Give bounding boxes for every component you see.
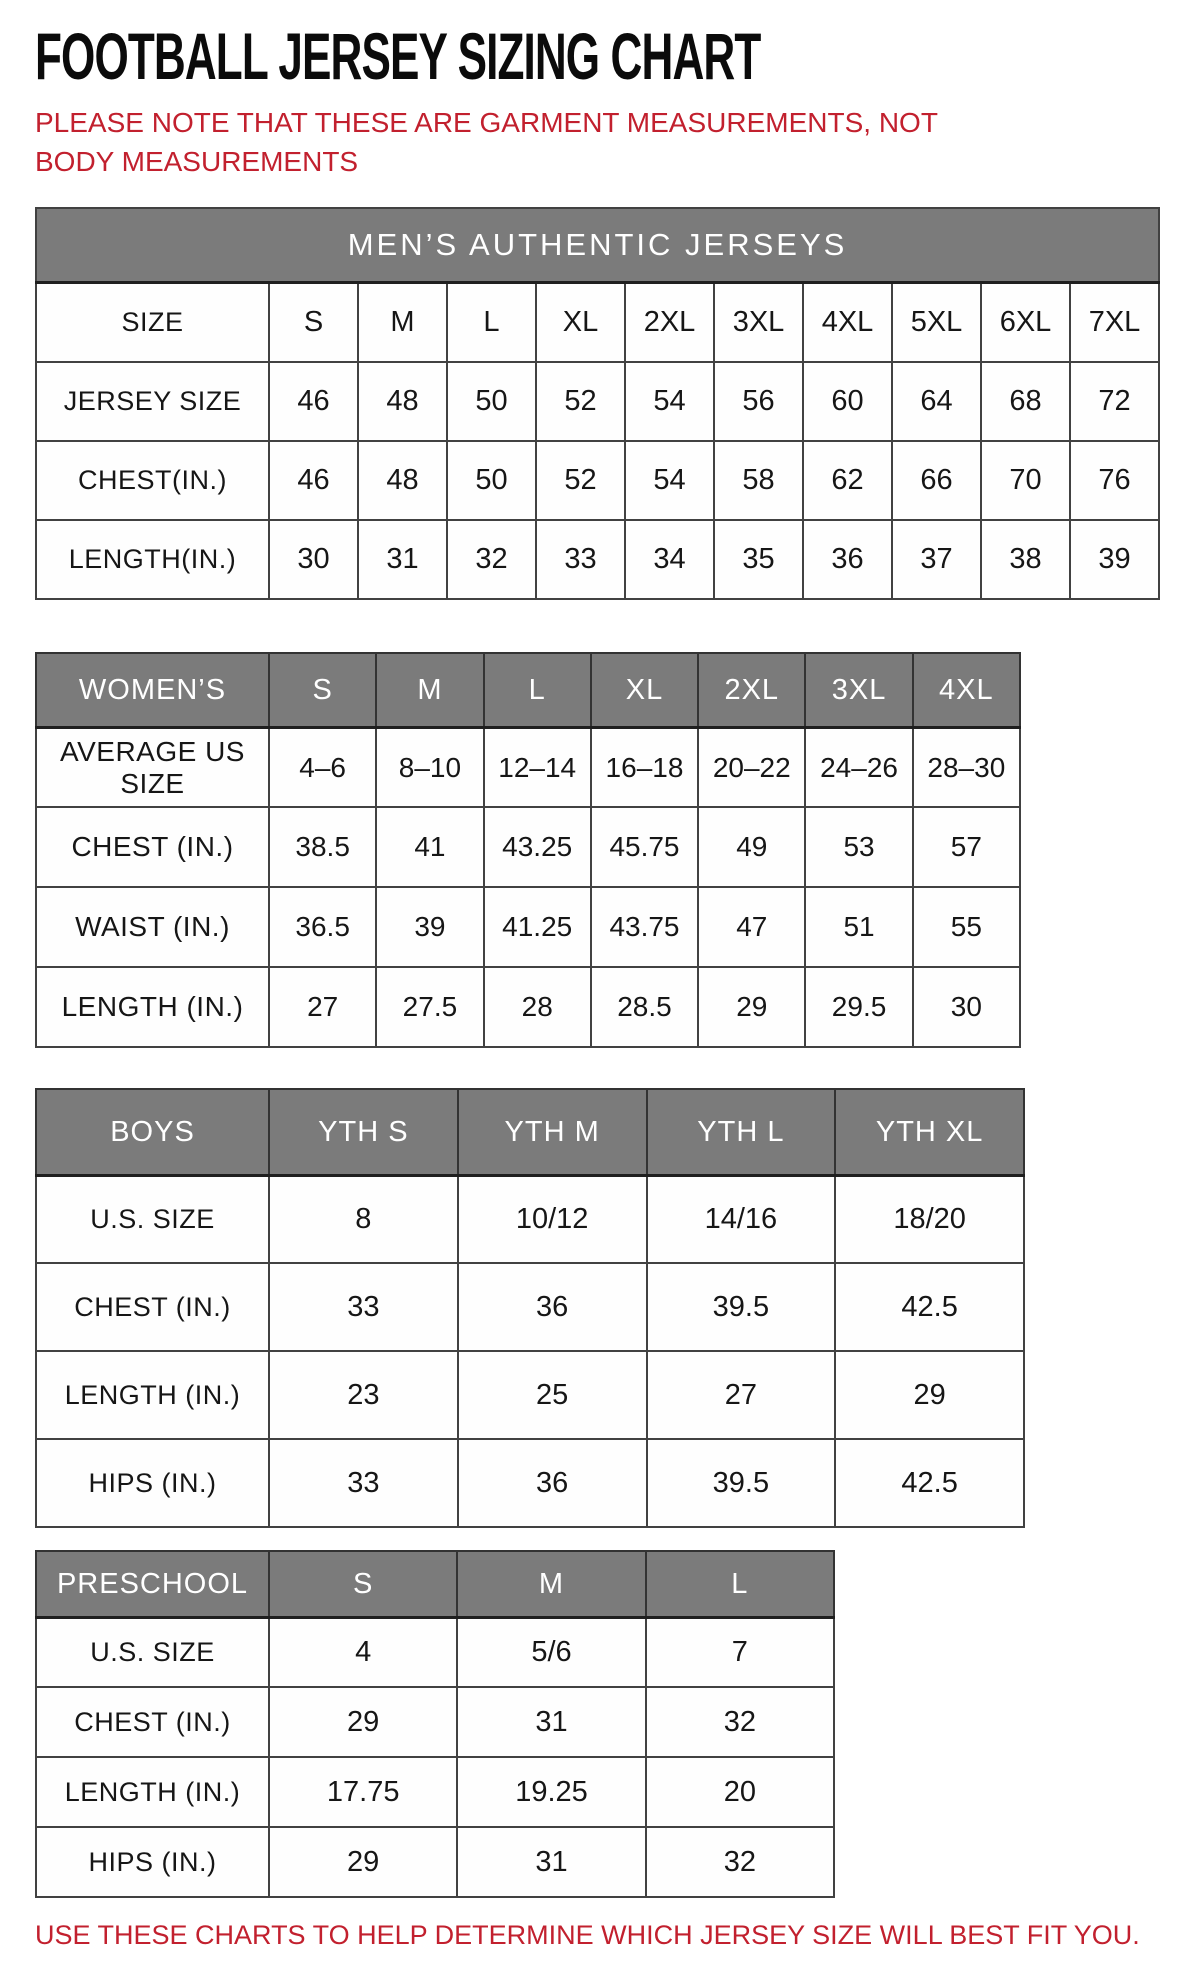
womens-cell-3-4: 29 (698, 967, 805, 1047)
preschool-cell-1-0: 29 (269, 1687, 457, 1757)
mens-cell-1-3: 52 (536, 441, 625, 520)
womens-cell-2-5: 51 (805, 887, 912, 967)
womens-cell-1-0: 38.5 (269, 807, 376, 887)
boys-cell-1-1: 36 (458, 1263, 647, 1351)
mens-cell-2-3: 33 (536, 520, 625, 599)
womens-col-header-3: XL (591, 653, 698, 727)
mens-cell-1-6: 62 (803, 441, 892, 520)
womens-cell-2-2: 41.25 (484, 887, 591, 967)
mens-cell-2-6: 36 (803, 520, 892, 599)
womens-cell-1-1: 41 (376, 807, 483, 887)
boys-cell-1-0: 33 (269, 1263, 458, 1351)
mens-header-label: SIZE (36, 282, 269, 362)
womens-cell-3-1: 27.5 (376, 967, 483, 1047)
womens-row-label-0: AVERAGE US SIZE (36, 727, 269, 807)
mens-cell-0-7: 64 (892, 362, 981, 441)
womens-col-header-5: 3XL (805, 653, 912, 727)
mens-cell-0-6: 60 (803, 362, 892, 441)
preschool-cell-3-2: 32 (646, 1827, 834, 1897)
boys-section (35, 1088, 1200, 1528)
womens-cell-3-5: 29.5 (805, 967, 912, 1047)
boys-col-header-1: YTH M (458, 1089, 647, 1175)
mens-data-row-0 (36, 362, 1159, 441)
womens-cell-1-4: 49 (698, 807, 805, 887)
mens-cell-2-5: 35 (714, 520, 803, 599)
womens-col-header-6: 4XL (913, 653, 1020, 727)
womens-cell-3-2: 28 (484, 967, 591, 1047)
boys-data-row-3 (36, 1439, 1024, 1527)
womens-col-header-1: M (376, 653, 483, 727)
womens-cell-1-6: 57 (913, 807, 1020, 887)
preschool-header-row (36, 1551, 834, 1617)
womens-cell-0-1: 8–10 (376, 727, 483, 807)
mens-col-header-3: XL (536, 282, 625, 362)
boys-row-label-2: LENGTH (IN.) (36, 1351, 269, 1439)
mens-cell-2-1: 31 (358, 520, 447, 599)
mens-row-label-1: CHEST(IN.) (36, 441, 269, 520)
fit-advice-footer: USE THESE CHARTS TO HELP DETERMINE WHICH JERSEY SIZE WILL BEST FIT YOU. (35, 1920, 1140, 1951)
womens-cell-0-4: 20–22 (698, 727, 805, 807)
mens-banner: MEN’S AUTHENTIC JERSEYS (36, 208, 1159, 282)
womens-cell-3-6: 30 (913, 967, 1020, 1047)
mens-col-header-9: 7XL (1070, 282, 1159, 362)
preschool-cell-1-2: 32 (646, 1687, 834, 1757)
womens-cell-2-0: 36.5 (269, 887, 376, 967)
mens-cell-1-8: 70 (981, 441, 1070, 520)
mens-col-header-1: M (358, 282, 447, 362)
mens-cell-2-8: 38 (981, 520, 1070, 599)
mens-cell-1-9: 76 (1070, 441, 1159, 520)
mens-data-row-2 (36, 520, 1159, 599)
womens-cell-1-3: 45.75 (591, 807, 698, 887)
womens-cell-0-5: 24–26 (805, 727, 912, 807)
preschool-row-label-2: LENGTH (IN.) (36, 1757, 269, 1827)
mens-section (35, 207, 1200, 600)
womens-cell-3-0: 27 (269, 967, 376, 1047)
mens-cell-1-1: 48 (358, 441, 447, 520)
womens-cell-2-3: 43.75 (591, 887, 698, 967)
preschool-header-label: PRESCHOOL (36, 1551, 269, 1617)
mens-cell-1-0: 46 (269, 441, 358, 520)
womens-cell-3-3: 28.5 (591, 967, 698, 1047)
mens-col-header-0: S (269, 282, 358, 362)
mens-cell-2-2: 32 (447, 520, 536, 599)
boys-cell-1-2: 39.5 (647, 1263, 836, 1351)
womens-cell-2-6: 55 (913, 887, 1020, 967)
preschool-col-header-2: L (646, 1551, 834, 1617)
preschool-data-row-3 (36, 1827, 834, 1897)
preschool-data-row-0 (36, 1617, 834, 1687)
womens-cell-1-2: 43.25 (484, 807, 591, 887)
mens-col-header-5: 3XL (714, 282, 803, 362)
womens-row-label-2: WAIST (IN.) (36, 887, 269, 967)
mens-cell-2-0: 30 (269, 520, 358, 599)
preschool-cell-3-1: 31 (457, 1827, 645, 1897)
womens-row-label-1: CHEST (IN.) (36, 807, 269, 887)
mens-row-label-0: JERSEY SIZE (36, 362, 269, 441)
womens-col-header-2: L (484, 653, 591, 727)
boys-col-header-2: YTH L (647, 1089, 836, 1175)
womens-cell-1-5: 53 (805, 807, 912, 887)
boys-cell-0-3: 18/20 (835, 1175, 1024, 1263)
womens-cell-0-3: 16–18 (591, 727, 698, 807)
preschool-cell-3-0: 29 (269, 1827, 457, 1897)
preschool-cell-2-1: 19.25 (457, 1757, 645, 1827)
mens-cell-0-4: 54 (625, 362, 714, 441)
boys-table (35, 1088, 1025, 1528)
womens-col-header-4: 2XL (698, 653, 805, 727)
boys-cell-2-3: 29 (835, 1351, 1024, 1439)
womens-data-row-3 (36, 967, 1020, 1047)
womens-data-row-1 (36, 807, 1020, 887)
preschool-col-header-0: S (269, 1551, 457, 1617)
mens-cell-0-1: 48 (358, 362, 447, 441)
womens-header-label: WOMEN’S (36, 653, 269, 727)
preschool-data-row-2 (36, 1757, 834, 1827)
mens-header-row (36, 282, 1159, 362)
womens-header-row (36, 653, 1020, 727)
page-title-text: FOOTBALL JERSEY SIZING CHART (35, 21, 761, 94)
preschool-table (35, 1550, 835, 1898)
boys-header-row (36, 1089, 1024, 1175)
boys-cell-0-0: 8 (269, 1175, 458, 1263)
womens-data-row-2 (36, 887, 1020, 967)
preschool-section (35, 1550, 1200, 1898)
boys-cell-2-1: 25 (458, 1351, 647, 1439)
mens-cell-1-7: 66 (892, 441, 981, 520)
mens-cell-2-4: 34 (625, 520, 714, 599)
mens-cell-1-5: 58 (714, 441, 803, 520)
boys-header-label: BOYS (36, 1089, 269, 1175)
mens-cell-0-3: 52 (536, 362, 625, 441)
mens-cell-0-5: 56 (714, 362, 803, 441)
womens-data-row-0 (36, 727, 1020, 807)
mens-col-header-8: 6XL (981, 282, 1070, 362)
mens-cell-0-9: 72 (1070, 362, 1159, 441)
preschool-cell-2-2: 20 (646, 1757, 834, 1827)
womens-table (35, 652, 1021, 1048)
mens-cell-1-4: 54 (625, 441, 714, 520)
womens-section (35, 652, 1200, 1048)
mens-cell-0-0: 46 (269, 362, 358, 441)
boys-cell-0-1: 10/12 (458, 1175, 647, 1263)
boys-col-header-0: YTH S (269, 1089, 458, 1175)
mens-col-header-2: L (447, 282, 536, 362)
mens-cell-2-9: 39 (1070, 520, 1159, 599)
boys-col-header-3: YTH XL (835, 1089, 1024, 1175)
mens-cell-0-2: 50 (447, 362, 536, 441)
womens-col-header-0: S (269, 653, 376, 727)
mens-cell-1-2: 50 (447, 441, 536, 520)
mens-table (35, 207, 1160, 600)
preschool-cell-1-1: 31 (457, 1687, 645, 1757)
preschool-cell-0-2: 7 (646, 1617, 834, 1687)
mens-cell-0-8: 68 (981, 362, 1070, 441)
preschool-cell-0-1: 5/6 (457, 1617, 645, 1687)
womens-cell-2-4: 47 (698, 887, 805, 967)
mens-col-header-7: 5XL (892, 282, 981, 362)
womens-cell-2-1: 39 (376, 887, 483, 967)
preschool-row-label-1: CHEST (IN.) (36, 1687, 269, 1757)
womens-cell-0-6: 28–30 (913, 727, 1020, 807)
boys-data-row-0 (36, 1175, 1024, 1263)
boys-cell-1-3: 42.5 (835, 1263, 1024, 1351)
boys-cell-3-3: 42.5 (835, 1439, 1024, 1527)
preschool-data-row-1 (36, 1687, 834, 1757)
boys-cell-3-1: 36 (458, 1439, 647, 1527)
womens-cell-0-0: 4–6 (269, 727, 376, 807)
page-title (35, 20, 1200, 94)
preschool-cell-2-0: 17.75 (269, 1757, 457, 1827)
boys-cell-3-0: 33 (269, 1439, 458, 1527)
womens-row-label-3: LENGTH (IN.) (36, 967, 269, 1047)
mens-row-label-2: LENGTH(IN.) (36, 520, 269, 599)
womens-cell-0-2: 12–14 (484, 727, 591, 807)
boys-data-row-1 (36, 1263, 1024, 1351)
preschool-col-header-1: M (457, 1551, 645, 1617)
mens-col-header-4: 2XL (625, 282, 714, 362)
preschool-row-label-3: HIPS (IN.) (36, 1827, 269, 1897)
boys-cell-2-0: 23 (269, 1351, 458, 1439)
preschool-cell-0-0: 4 (269, 1617, 457, 1687)
garment-measurements-note: PLEASE NOTE THAT THESE ARE GARMENT MEASUREMENTS, NOT BODY MEASUREMENTS (35, 107, 938, 177)
boys-row-label-3: HIPS (IN.) (36, 1439, 269, 1527)
boys-cell-2-2: 27 (647, 1351, 836, 1439)
boys-row-label-0: U.S. SIZE (36, 1175, 269, 1263)
mens-cell-2-7: 37 (892, 520, 981, 599)
boys-data-row-2 (36, 1351, 1024, 1439)
boys-cell-3-2: 39.5 (647, 1439, 836, 1527)
boys-row-label-1: CHEST (IN.) (36, 1263, 269, 1351)
boys-cell-0-2: 14/16 (647, 1175, 836, 1263)
mens-data-row-1 (36, 441, 1159, 520)
preschool-row-label-0: U.S. SIZE (36, 1617, 269, 1687)
mens-banner-row (36, 208, 1159, 282)
mens-col-header-6: 4XL (803, 282, 892, 362)
